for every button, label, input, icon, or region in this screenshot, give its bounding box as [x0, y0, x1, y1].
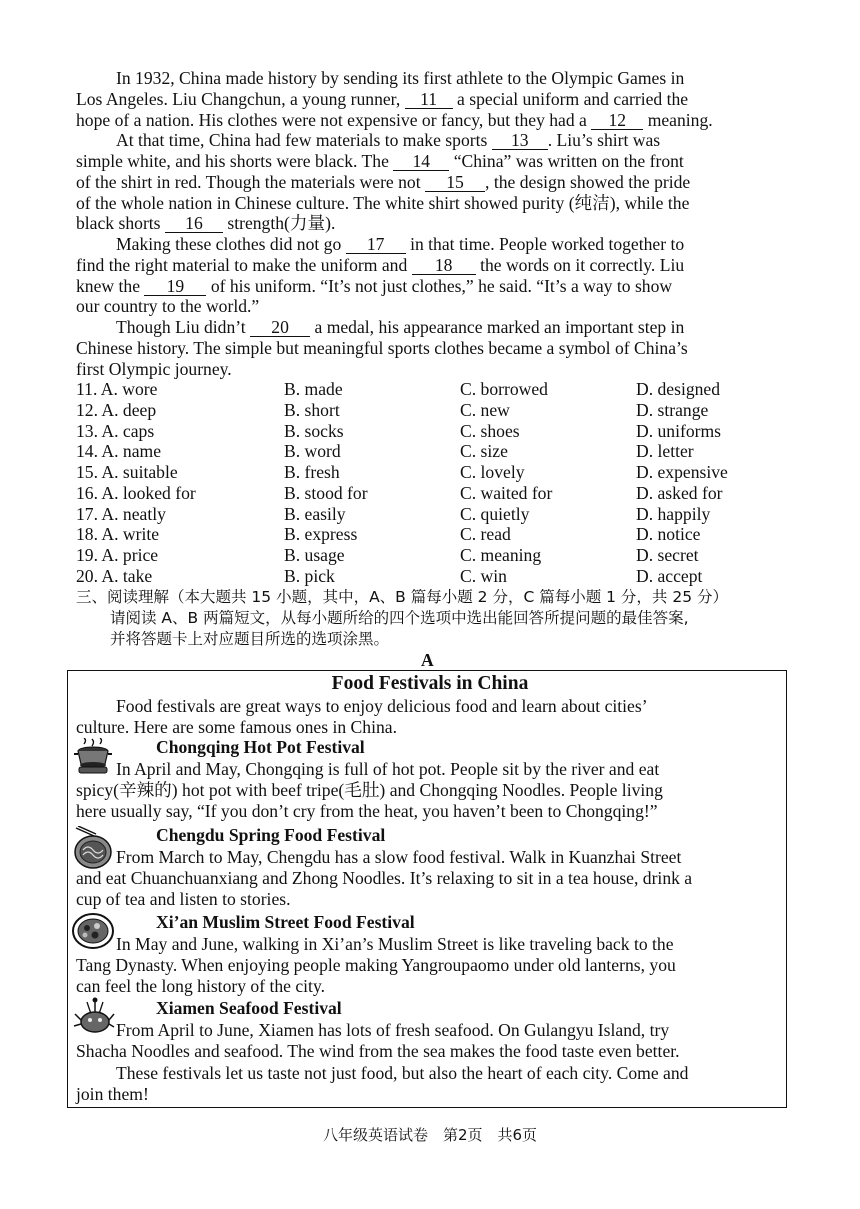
passage-line: of the whole nation in Chinese culture. The white shirt showed purity (纯洁), while the — [76, 193, 690, 213]
option-d: D. accept — [636, 566, 703, 586]
passage-line: Though Liu didn’t 20 a medal, his appearance marked an important step in — [116, 317, 685, 337]
option-c: C. waited for — [460, 483, 553, 503]
option-d: D. letter — [636, 441, 694, 461]
reading-text: These festivals let us taste not just food, but also the heart of each city. Come and — [116, 1063, 689, 1083]
reading-text: Shacha Noodles and seafood. The wind from the sea makes the food taste even better. — [76, 1041, 680, 1061]
reading-text: join them! — [76, 1084, 149, 1104]
option-b: B. made — [284, 379, 343, 399]
passage-line: Making these clothes did not go 17 in that time. People worked together to — [116, 234, 685, 254]
option-c: C. borrowed — [460, 379, 548, 399]
section-instruction: 并将答题卡上对应题目所选的选项涂黑。 — [110, 630, 390, 648]
option-c: C. quietly — [460, 504, 530, 524]
option-b: B. express — [284, 524, 358, 544]
festival-heading: Xiamen Seafood Festival — [156, 998, 342, 1018]
option-a: 13. A. caps — [76, 421, 155, 441]
passage-line: Chinese history. The simple but meaningful sports clothes became a symbol of China’s — [76, 338, 688, 358]
blank-16: 16 — [165, 215, 223, 233]
option-c: C. shoes — [460, 421, 520, 441]
passage-line: hope of a nation. His clothes were not expensive or fancy, but they had a 12 meaning. — [76, 110, 713, 130]
section-instruction: 请阅读 A、B 两篇短文，从每小题所给的四个选项中选出能回答所提问题的最佳答案, — [110, 609, 689, 627]
reading-text: Food festivals are great ways to enjoy delicious food and learn about cities’ — [116, 696, 648, 716]
option-d: D. happily — [636, 504, 711, 524]
option-c: C. meaning — [460, 545, 542, 565]
blank-12: 12 — [591, 112, 643, 130]
option-b: B. word — [284, 441, 341, 461]
reading-text: and eat Chuanchuanxiang and Zhong Noodles. It’s relaxing to sit in a tea house, drink a — [76, 868, 693, 888]
passage-line: Los Angeles. Liu Changchun, a young runner, 11 a special uniform and carried the — [76, 89, 689, 109]
passage-line: find the right material to make the uniform and 18 the words on it correctly. Liu — [76, 255, 685, 275]
blank-17: 17 — [346, 236, 406, 254]
option-a: 18. A. write — [76, 524, 160, 544]
passage-line: In 1932, China made history by sending its first athlete to the Olympic Games in — [116, 68, 685, 88]
option-c: C. lovely — [460, 462, 525, 482]
blank-19: 19 — [144, 278, 206, 296]
option-d: D. uniforms — [636, 421, 722, 441]
option-a: 11. A. wore — [76, 379, 158, 399]
reading-text: From March to May, Chengdu has a slow food festival. Walk in Kuanzhai Street — [116, 847, 682, 867]
passage-line: At that time, China had few materials to make sports 13 . Liu’s shirt was — [116, 130, 661, 150]
reading-text: Tang Dynasty. When enjoying people making Yangroupaomo under old lanterns, you — [76, 955, 676, 975]
passage-label: A — [421, 650, 434, 670]
option-b: B. easily — [284, 504, 346, 524]
blank-15: 15 — [425, 174, 485, 192]
reading-a-title: Food Festivals in China — [331, 673, 529, 694]
option-d: D. designed — [636, 379, 721, 399]
reading-text: In May and June, walking in Xi’an’s Muslim Street is like traveling back to the — [116, 934, 674, 954]
passage-line: simple white, and his shorts were black. The 14 “China” was written on the front — [76, 151, 684, 171]
option-d: D. strange — [636, 400, 709, 420]
option-d: D. asked for — [636, 483, 723, 503]
seafood-icon — [73, 996, 115, 1041]
dish-plate-icon — [71, 912, 115, 955]
hot-pot-icon — [74, 738, 114, 783]
passage-line: first Olympic journey. — [76, 359, 232, 379]
festival-heading: Xi’an Muslim Street Food Festival — [156, 912, 415, 932]
option-b: B. stood for — [284, 483, 368, 503]
reading-text: here usually say, “If you don’t cry from the heat, you haven’t been to Chongqing!” — [76, 801, 658, 821]
option-c: C. size — [460, 441, 508, 461]
passage-line: our country to the world.” — [76, 296, 260, 316]
option-a: 16. A. looked for — [76, 483, 196, 503]
option-c: C. win — [460, 566, 507, 586]
reading-text: culture. Here are some famous ones in China. — [76, 717, 397, 737]
reading-text: In April and May, Chongqing is full of hot pot. People sit by the river and eat — [116, 759, 660, 779]
reading-text: From April to June, Xiamen has lots of fresh seafood. On Gulangyu Island, try — [116, 1020, 670, 1040]
festival-heading: Chengdu Spring Food Festival — [156, 825, 386, 845]
reading-text: spicy(辛辣的) hot pot with beef tripe(毛肚) and Chongqing Noodles. People living — [76, 780, 663, 800]
option-d: D. notice — [636, 524, 701, 544]
option-d: D. secret — [636, 545, 699, 565]
option-d: D. expensive — [636, 462, 728, 482]
section-title: 三、阅读理解（本大题共 15 小题，其中，A、B 篇每小题 2 分，C 篇每小题 1 分，共 25 分） — [76, 588, 729, 606]
option-a: 20. A. take — [76, 566, 153, 586]
passage-line: knew the 19 of his uniform. “It’s not just clothes,” he said. “It’s a way to show — [76, 276, 673, 296]
option-b: B. usage — [284, 545, 345, 565]
option-c: C. new — [460, 400, 510, 420]
option-b: B. fresh — [284, 462, 340, 482]
blank-18: 18 — [412, 257, 476, 275]
option-b: B. socks — [284, 421, 344, 441]
option-a: 14. A. name — [76, 441, 162, 461]
passage-line: black shorts 16 strength(力量). — [76, 213, 336, 233]
option-a: 19. A. price — [76, 545, 159, 565]
festival-heading: Chongqing Hot Pot Festival — [156, 737, 365, 757]
blank-20: 20 — [250, 319, 310, 337]
reading-text: can feel the long history of the city. — [76, 976, 326, 996]
option-b: B. short — [284, 400, 340, 420]
page-footer: 八年级英语试卷 第2页 共6页 — [322, 1126, 538, 1144]
option-b: B. pick — [284, 566, 335, 586]
passage-line: of the shirt in red. Though the materials were not 15 , the design showed the pride — [76, 172, 691, 192]
blank-14: 14 — [393, 153, 449, 171]
option-a: 15. A. suitable — [76, 462, 178, 482]
option-a: 12. A. deep — [76, 400, 157, 420]
blank-11: 11 — [405, 91, 453, 109]
option-c: C. read — [460, 524, 511, 544]
reading-text: cup of tea and listen to stories. — [76, 889, 291, 909]
blank-13: 13 — [492, 132, 548, 150]
option-a: 17. A. neatly — [76, 504, 166, 524]
